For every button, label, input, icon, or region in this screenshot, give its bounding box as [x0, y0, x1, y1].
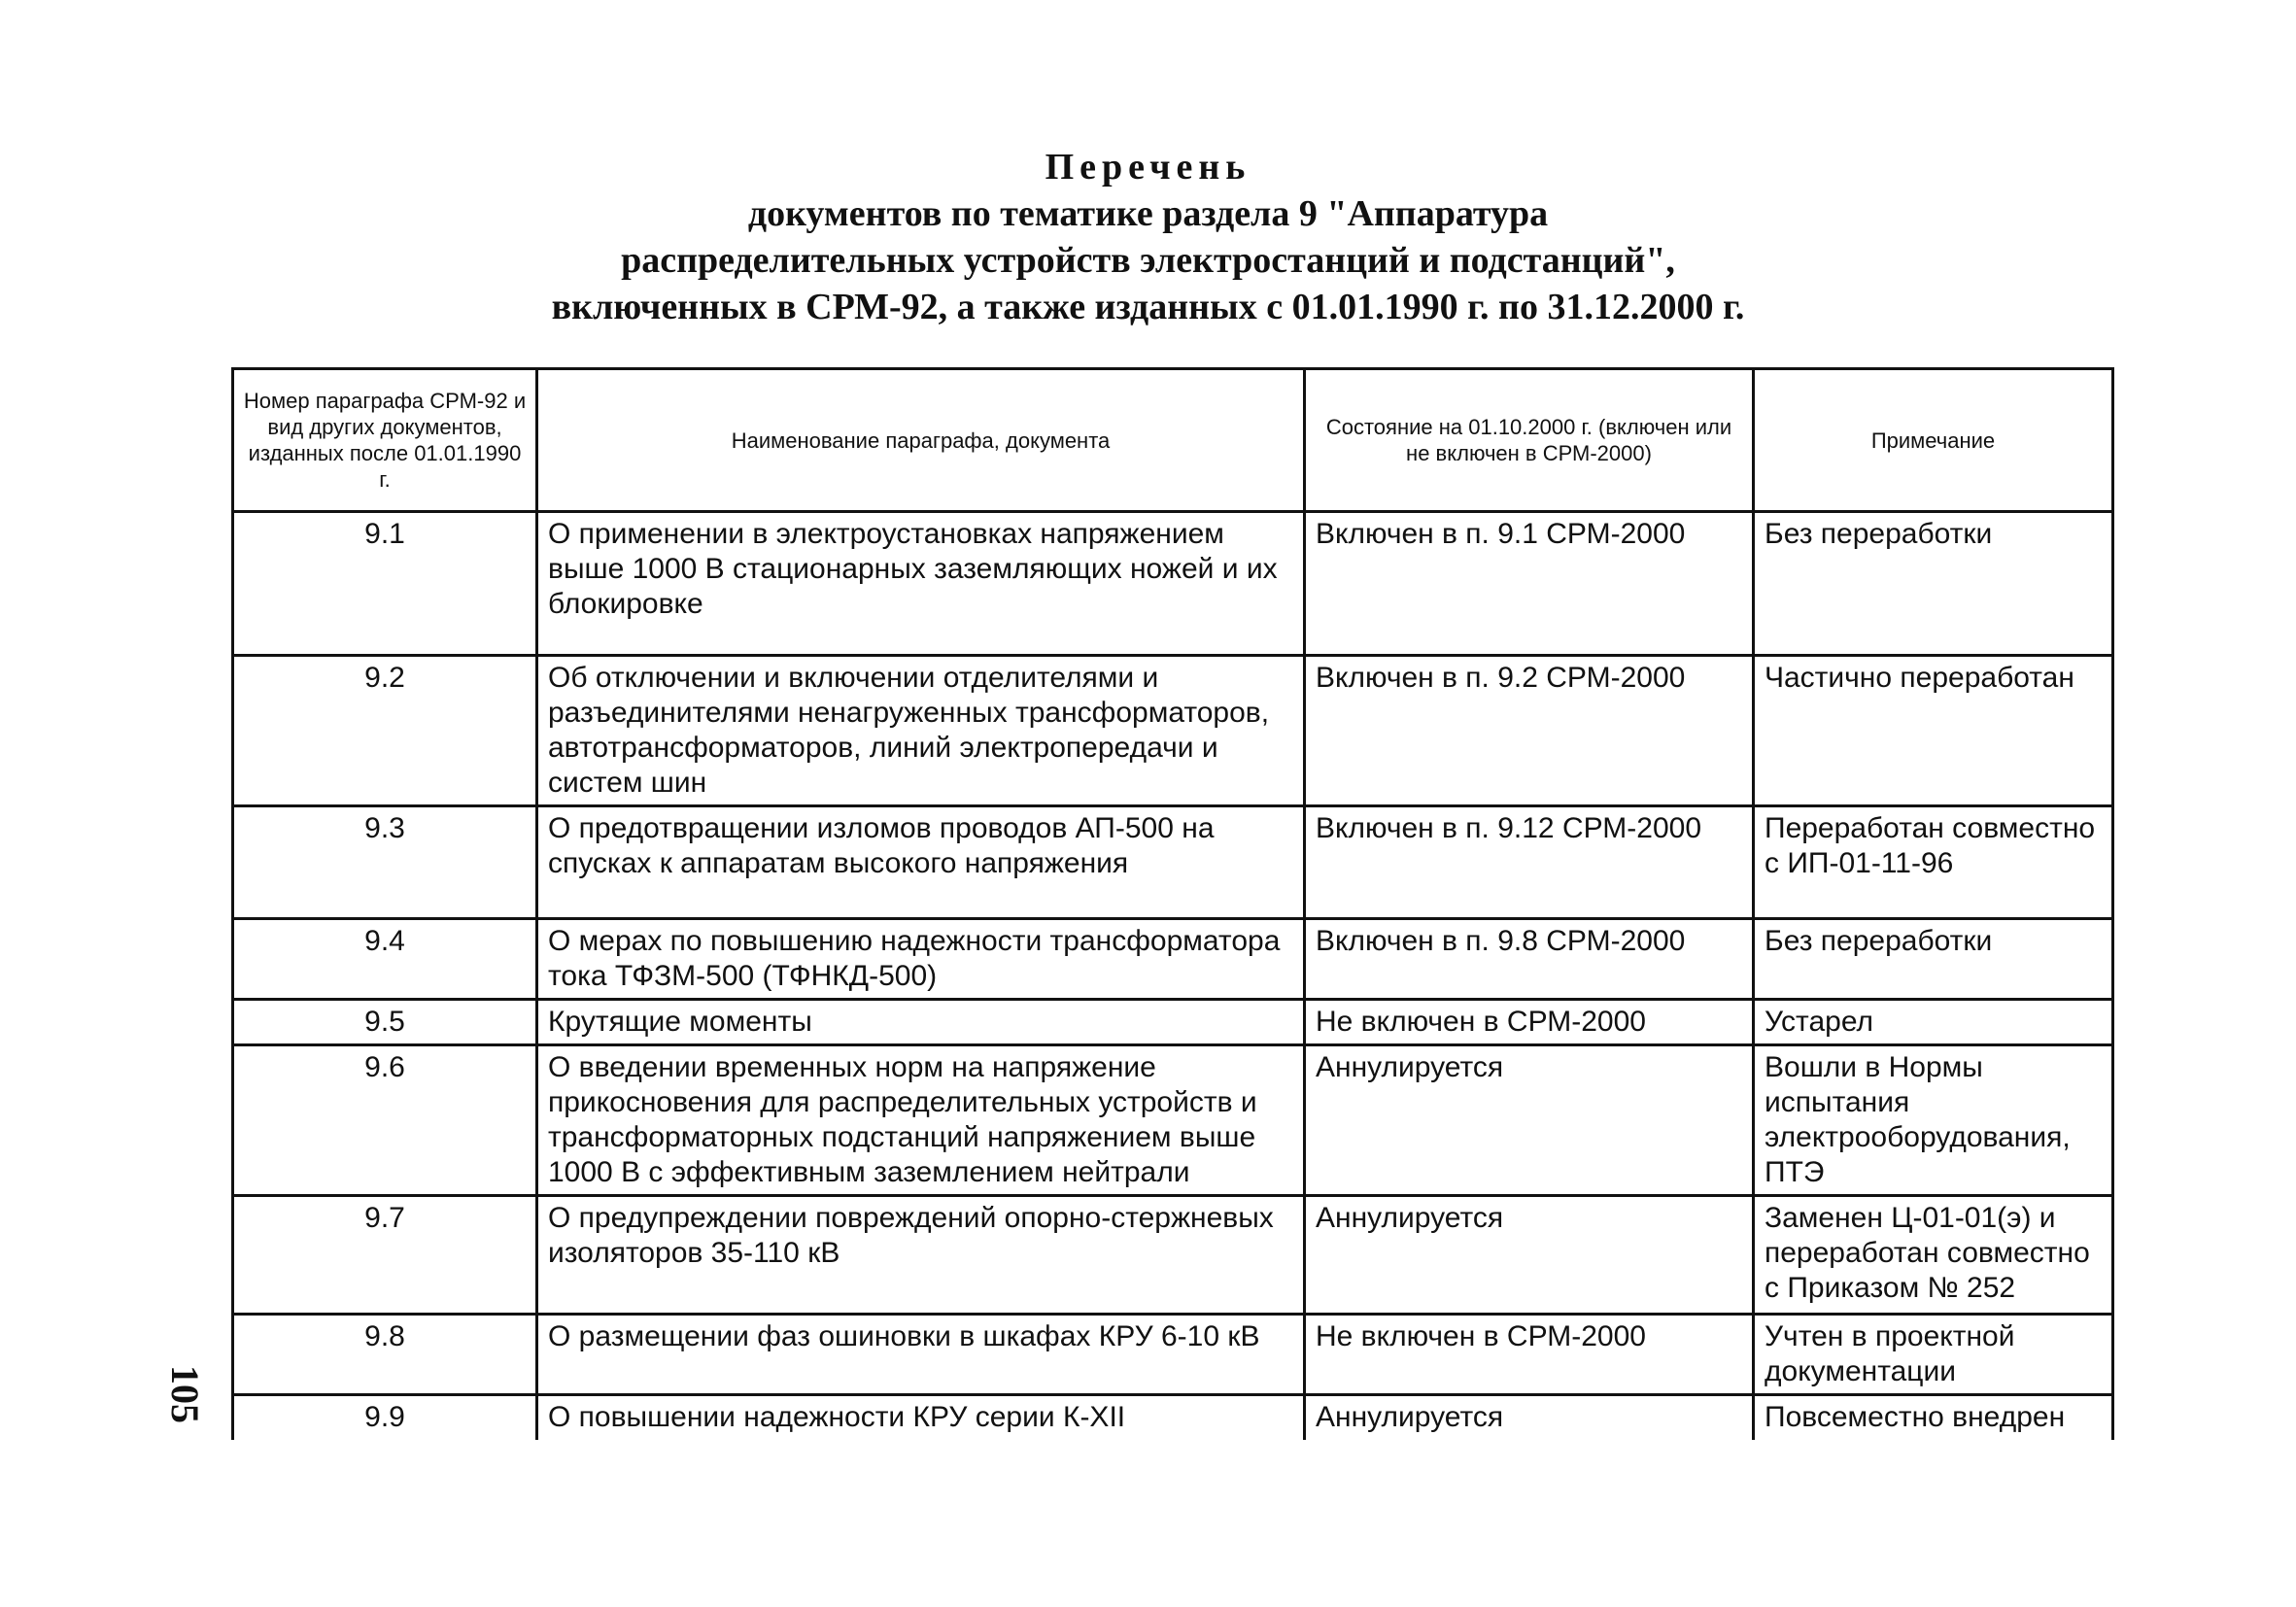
- title-line-3: распределительных устройств электростанций и подстанций",: [621, 240, 1675, 281]
- row-note: Без переработки: [1754, 512, 2113, 656]
- table-row: [233, 1000, 2113, 1045]
- row-status: Аннулируется: [1305, 1045, 1754, 1196]
- title-line-1: Перечень: [1045, 147, 1251, 188]
- row-note: Вошли в Нормы испытания электрооборудования, ПТЭ: [1754, 1045, 2113, 1196]
- row-note: Частично переработан: [1754, 656, 2113, 806]
- row-name: Крутящие моменты: [537, 1000, 1305, 1045]
- row-note: Повсеместно внедрен: [1754, 1395, 2113, 1440]
- table-row: [233, 919, 2113, 1000]
- title-line-4: включенных в СРМ-92, а также изданных с 01.01.1990 г. по 31.12.2000 г.: [551, 287, 1745, 327]
- row-status: Не включен в СРМ-2000: [1305, 1315, 1754, 1395]
- row-note: Учтен в проектной документации: [1754, 1315, 2113, 1395]
- row-name: О предупреждении повреждений опорно-стержневых изоляторов 35-110 кВ: [537, 1196, 1305, 1315]
- document-title: [0, 144, 2296, 330]
- row-number: 9.7: [233, 1196, 537, 1315]
- table-row: [233, 1315, 2113, 1395]
- row-note: Устарел: [1754, 1000, 2113, 1045]
- table-row: [233, 806, 2113, 919]
- row-number: 9.9: [233, 1395, 537, 1440]
- row-number: 9.4: [233, 919, 537, 1000]
- page-number: 105: [163, 1365, 207, 1423]
- row-name: О мерах по повышению надежности трансформатора тока ТФЗМ-500 (ТФНКД-500): [537, 919, 1305, 1000]
- row-name: О повышении надежности КРУ серии К-XII: [537, 1395, 1305, 1440]
- header-note: Примечание: [1754, 369, 2113, 512]
- header-status: Состояние на 01.10.2000 г. (включен или не включен в СРМ-2000): [1305, 369, 1754, 512]
- row-status: Аннулируется: [1305, 1395, 1754, 1440]
- row-status: Включен в п. 9.12 СРМ-2000: [1305, 806, 1754, 919]
- table-row: [233, 1196, 2113, 1315]
- documents-table: [231, 367, 2114, 1440]
- row-number: 9.1: [233, 512, 537, 656]
- header-paragraph-name: Наименование параграфа, документа: [537, 369, 1305, 512]
- table-header-row: [233, 369, 2113, 512]
- row-name: О применении в электроустановках напряжением выше 1000 В стационарных заземляющих ножей и их блокировке: [537, 512, 1305, 656]
- row-name: Об отключении и включении отделителями и разъединителями ненагруженных трансформаторов, автотрансформаторов, линий электропередачи и систем шин: [537, 656, 1305, 806]
- row-number: 9.8: [233, 1315, 537, 1395]
- row-name: О размещении фаз ошиновки в шкафах КРУ 6-10 кВ: [537, 1315, 1305, 1395]
- row-note: Переработан совместно с ИП-01-11-96: [1754, 806, 2113, 919]
- title-line-2: документов по тематике раздела 9 "Аппаратура: [747, 193, 1549, 234]
- row-status: Включен в п. 9.2 СРМ-2000: [1305, 656, 1754, 806]
- row-number: 9.5: [233, 1000, 537, 1045]
- row-name: О предотвращении изломов проводов АП-500 на спусках к аппаратам высокого напряжения: [537, 806, 1305, 919]
- header-paragraph-number: Номер параграфа СРМ-92 и вид других документов, изданных после 01.01.1990 г.: [233, 369, 537, 512]
- row-number: 9.6: [233, 1045, 537, 1196]
- table-row: [233, 1045, 2113, 1196]
- row-number: 9.2: [233, 656, 537, 806]
- row-status: Аннулируется: [1305, 1196, 1754, 1315]
- row-status: Включен в п. 9.1 СРМ-2000: [1305, 512, 1754, 656]
- row-name: О введении временных норм на напряжение прикосновения для распределительных устройств и трансформаторных подстанций напряжением выше 1000 В с эффективным заземлением нейтрали: [537, 1045, 1305, 1196]
- table-row: [233, 1395, 2113, 1440]
- row-number: 9.3: [233, 806, 537, 919]
- row-status: Не включен в СРМ-2000: [1305, 1000, 1754, 1045]
- table-row: [233, 656, 2113, 806]
- table-row: [233, 512, 2113, 656]
- row-status: Включен в п. 9.8 СРМ-2000: [1305, 919, 1754, 1000]
- row-note: Заменен Ц-01-01(э) и переработан совместно с Приказом № 252: [1754, 1196, 2113, 1315]
- row-note: Без переработки: [1754, 919, 2113, 1000]
